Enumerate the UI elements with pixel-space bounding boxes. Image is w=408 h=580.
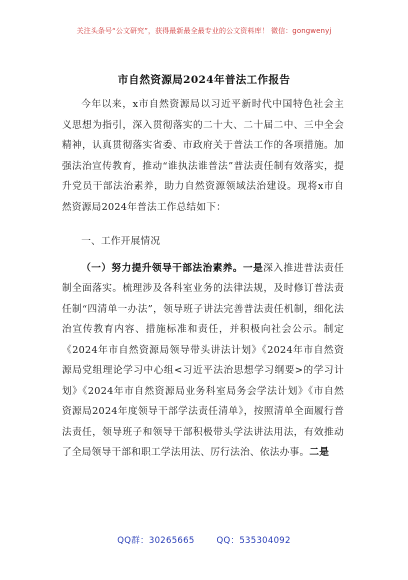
point-marker-next: 二是 <box>309 447 330 458</box>
paragraph-text: 深入推进普法责任制全面落实。梳理涉及各科室业务的法律法规，及时修订普法责任制“四清单一办法”，领导班子讲法完善普法责任机制，细化法治宣传教育内容、措施标准和责任，并积极向社会公示。制定《2024年市自然资源局领导带头讲法计划》《2024年市自然资源局党组理论学习中心组<习近平法治思想学习纲要>的学习计划》《2024年市自然资源局业务科室局务会学法计划》《市自然资源局2024年度领导干部学法责任清单》，按照清单全面履行普法责任，领导班子和领导干部积极带头学法讲法用法，有效推动了全局领导干部和职工学法用法、厉行法治、依法办事。 <box>62 262 344 458</box>
body-paragraph <box>62 259 344 464</box>
subsection-heading: （一）努力提升领导干部法治素养。 <box>81 262 244 274</box>
point-marker: 一是 <box>243 262 264 274</box>
document-title: 市自然资源局2024年普法工作报告 <box>117 74 291 86</box>
qq-number: QQ：535304092 <box>216 536 291 546</box>
document-body <box>62 95 344 464</box>
qq-group-number: QQ群：30265665 <box>117 536 195 546</box>
header-promo-note: 关注头条号“公文研究”，获得最新最全最专业的公文资料库！ 微信：gongwenyj <box>76 27 332 35</box>
intro-paragraph: 今年以来，x市自然资源局以习近平新时代中国特色社会主义思想为指引，深入贯彻落实的二十大、二十届二中、三中全会精神，认真贯彻落实省委、市政府关于普法工作的各项措施。加强法治宣传教育，推动“谁执法谁普法”普法责任制有效落实，提升党员干部法治素养，助力自然资源领域法治建设。现将x市自然资源局2024年普法工作总结如下： <box>62 99 344 213</box>
footer-contact <box>0 534 408 546</box>
section-heading: 一、工作开展情况 <box>81 236 161 247</box>
